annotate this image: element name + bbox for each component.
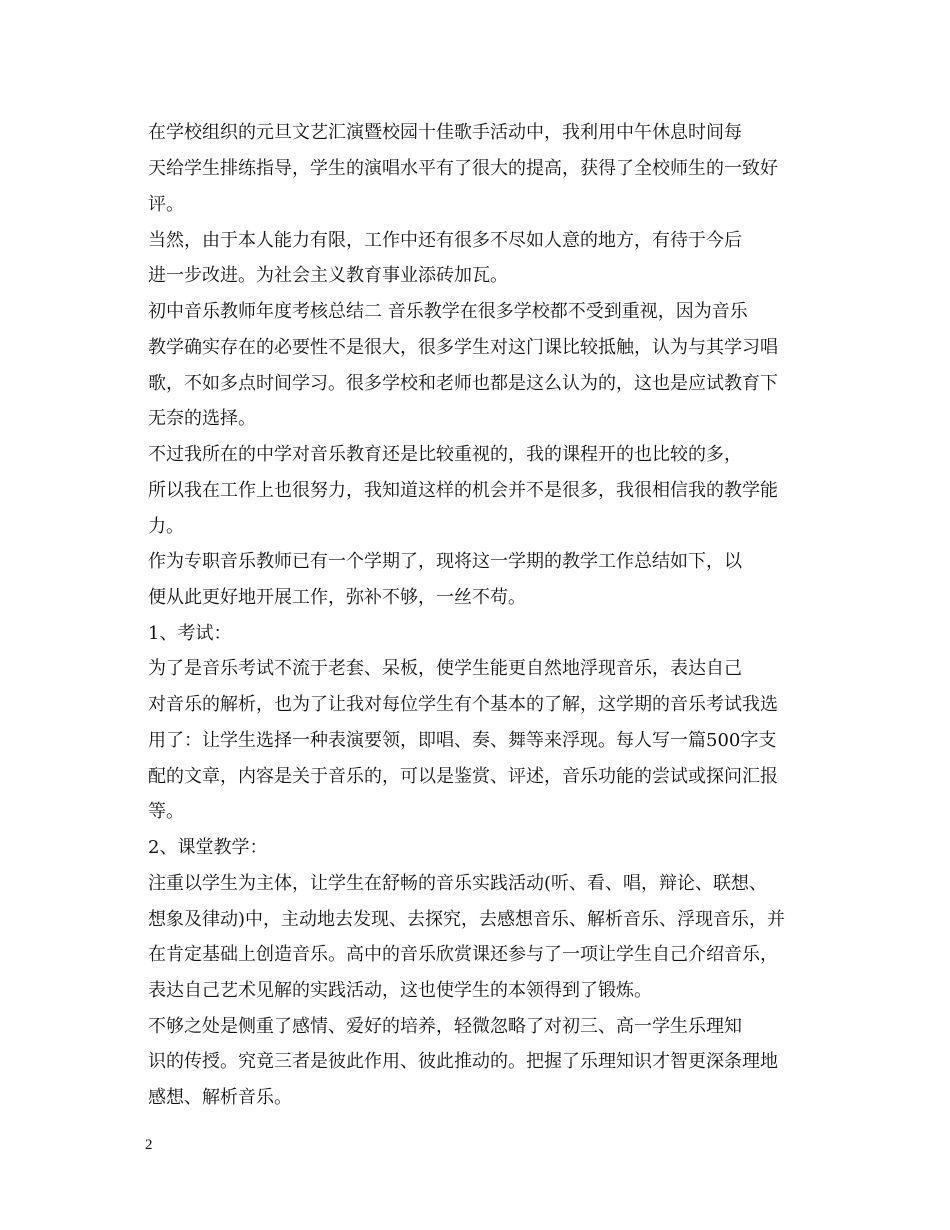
- text-line: 作为专职音乐教师已有一个学期了，现将这一学期的教学工作总结如下，以: [148, 551, 742, 572]
- text-line: 所以我在工作上也很努力，我知道这样的机会并不是很多，我很相信我的教学能: [148, 480, 778, 501]
- text-line: 初中音乐教师年度考核总结二 音乐教学在很多学校都不受到重视，因为音乐: [148, 301, 748, 322]
- text-line: 当然，由于本人能力有限，工作中还有很多不尽如人意的地方，有待于今后: [148, 230, 742, 251]
- text-line: 用了：让学生选择一种表演要领，即唱、奏、舞等来浮现。每人写一篇500字支: [148, 730, 777, 751]
- text-line: 歌，不如多点时间学习。很多学校和老师也都是这么认为的，这也是应试教育下: [148, 373, 778, 394]
- text-line: 配的文章，内容是关于音乐的，可以是鉴赏、评述，音乐功能的尝试或探问汇报: [148, 766, 778, 787]
- text-line: 为了是音乐考试不流于老套、呆板，使学生能更自然地浮现音乐，表达自己: [148, 658, 742, 679]
- text-line: 感想、解析音乐。: [148, 1087, 292, 1108]
- text-line: 不过我所在的中学对音乐教育还是比较重视的，我的课程开的也比较的多，: [148, 444, 742, 465]
- text-line: 想象及律动)中，主动地去发现、去探究，去感想音乐、解析音乐、浮现音乐，并: [148, 909, 786, 930]
- text-line: 力。: [148, 516, 184, 537]
- text-line: 等。: [148, 801, 184, 822]
- text-line: 识的传授。究竟三者是彼此作用、彼此推动的。把握了乐理知识才智更深条理地: [148, 1051, 778, 1072]
- text-line: 评。: [148, 194, 184, 215]
- text-line: 无奈的选择。: [148, 408, 256, 429]
- section-heading: 2、课堂教学：: [148, 837, 268, 858]
- text-line: 不够之处是侧重了感情、爱好的培养，轻微忽略了对初三、高一学生乐理知: [148, 1016, 742, 1037]
- section-heading: 1、考试：: [148, 623, 232, 644]
- text-line: 进一步改进。为社会主义教育事业添砖加瓦。: [148, 265, 508, 286]
- text-line: 对音乐的解析，也为了让我对每位学生有个基本的了解，这学期的音乐考试我选: [148, 694, 778, 715]
- text-line: 注重以学生为主体，让学生在舒畅的音乐实践活动(听、看、唱，辩论、联想、: [148, 873, 768, 894]
- text-line: 在学校组织的元旦文艺汇演暨校园十佳歌手活动中，我利用中午休息时间每: [148, 122, 742, 143]
- text-line: 表达自己艺术见解的实践活动，这也使学生的本领得到了锻炼。: [148, 980, 652, 1001]
- text-line: 教学确实存在的必要性不是很大，很多学生对这门课比较抵触，认为与其学习唱: [148, 337, 778, 358]
- text-line: 天给学生排练指导，学生的演唱水平有了很大的提高，获得了全校师生的一致好: [148, 158, 778, 179]
- text-line: 便从此更好地开展工作，弥补不够，一丝不苟。: [148, 587, 526, 608]
- text-line: 在肯定基础上创造音乐。高中的音乐欣赏课还参与了一项让学生自己介绍音乐，: [148, 944, 778, 965]
- page-number: 2: [145, 1137, 153, 1153]
